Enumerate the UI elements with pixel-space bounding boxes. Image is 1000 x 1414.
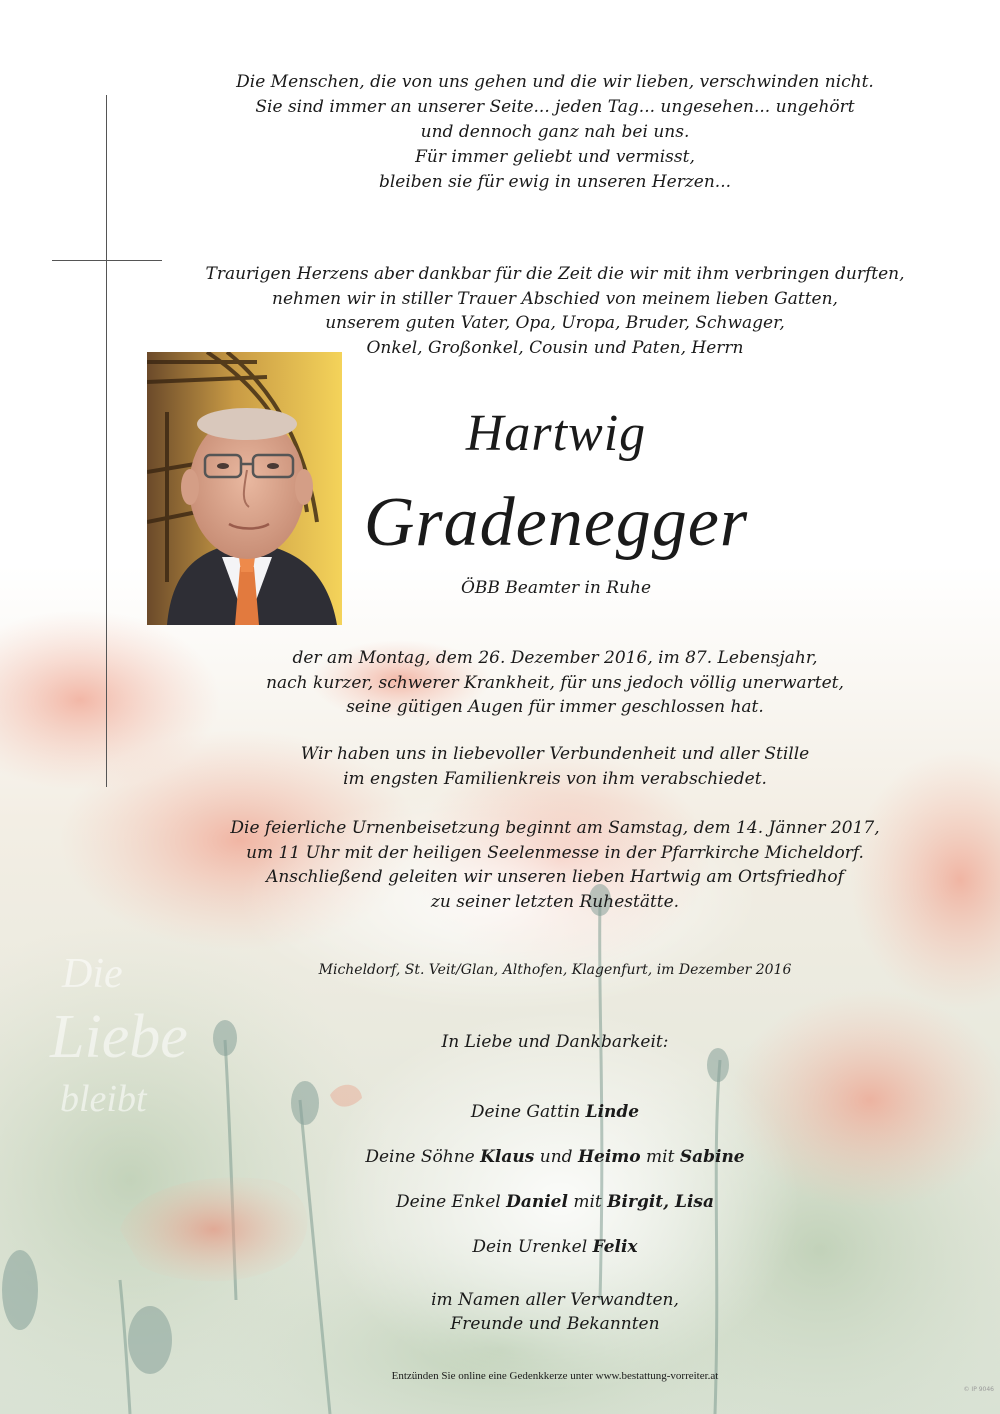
poem-line: Sie sind immer an unserer Seite... jeden Tag... ungesehen... ungehört xyxy=(255,97,855,117)
watermark-text xyxy=(50,950,200,1121)
portrait-photo xyxy=(147,352,342,625)
cross-horizontal xyxy=(52,260,162,261)
family-wife xyxy=(260,1090,850,1135)
death-notice xyxy=(220,646,890,720)
death-notice-line: der am Montag, dem 26. Dezember 2016, im 87. Lebensjahr, xyxy=(292,648,818,668)
farewell-line: Wir haben uns in liebevoller Verbundenheit und aller Stille xyxy=(300,744,810,764)
announcement-intro xyxy=(180,262,930,360)
intro-line: Traurigen Herzens aber dankbar für die Zeit die wir mit ihm verbringen durften, xyxy=(205,264,905,284)
family-name: Felix xyxy=(592,1237,638,1257)
funeral-line: Anschließend geleiten wir unseren lieben Hartwig am Ortsfriedhof xyxy=(266,867,844,887)
family-name: Daniel xyxy=(506,1192,568,1212)
closing-note xyxy=(330,1288,780,1336)
poem-line: Die Menschen, die von uns gehen und die wir lieben, verschwinden nicht. xyxy=(236,72,874,92)
funeral-line: Die feierliche Urnenbeisetzung beginnt am Samstag, dem 14. Jänner 2017, xyxy=(230,818,880,838)
death-notice-line: seine gütigen Augen für immer geschlossen hat. xyxy=(346,697,764,717)
family-connector: mit xyxy=(640,1147,680,1167)
family-prefix: Deine Gattin xyxy=(470,1102,586,1122)
poem-line: Für immer geliebt und vermisst, xyxy=(415,147,695,167)
family-connector: mit xyxy=(567,1192,608,1212)
closing-line: im Namen aller Verwandten, xyxy=(431,1290,679,1310)
family-connector: und xyxy=(534,1147,578,1167)
family-great-grandchild xyxy=(260,1225,850,1270)
deceased-occupation: ÖBB Beamter in Ruhe xyxy=(460,578,652,598)
family-name: Heimo xyxy=(577,1147,641,1167)
family-sons xyxy=(260,1135,850,1180)
cross-vertical xyxy=(106,95,107,787)
family-name: Klaus xyxy=(480,1147,535,1167)
closing-line: Freunde und Bekannten xyxy=(450,1314,660,1334)
family-name: Birgit, Lisa xyxy=(607,1192,714,1212)
online-candle-note: Entzünden Sie online eine Gedenkkerze unter www.bestattung-vorreiter.at xyxy=(391,1370,719,1382)
funeral-notice xyxy=(200,816,910,914)
print-code: © IP 9046 xyxy=(963,1386,994,1393)
family-prefix: Dein Urenkel xyxy=(472,1237,593,1257)
funeral-line: um 11 Uhr mit der heiligen Seelenmesse in der Pfarrkirche Micheldorf. xyxy=(246,842,864,863)
gratitude-heading: In Liebe und Dankbarkeit: xyxy=(441,1032,669,1052)
family-list xyxy=(260,1090,850,1270)
poem-line: bleiben sie für ewig in unseren Herzen... xyxy=(378,172,732,192)
family-prefix: Deine Söhne xyxy=(365,1147,481,1167)
death-notice-line: nach kurzer, schwerer Krankheit, für uns jedoch völlig unerwartet, xyxy=(266,672,844,693)
farewell-line: im engsten Familienkreis von ihm verabschiedet. xyxy=(343,768,767,789)
family-name: Linde xyxy=(585,1102,640,1122)
family-grandchildren xyxy=(260,1180,850,1225)
watermark-line: bleibt xyxy=(60,1078,147,1120)
intro-line: Onkel, Großonkel, Cousin und Paten, Herrn xyxy=(366,337,744,358)
place-and-date: Micheldorf, St. Veit/Glan, Althofen, Klagenfurt, im Dezember 2016 xyxy=(318,962,792,978)
memorial-poem xyxy=(200,70,910,195)
intro-line: unserem guten Vater, Opa, Uropa, Bruder, Schwager, xyxy=(325,313,785,333)
family-name: Sabine xyxy=(679,1147,745,1167)
family-prefix: Deine Enkel xyxy=(396,1192,507,1212)
farewell-notice xyxy=(220,742,890,791)
funeral-line: zu seiner letzten Ruhestätte. xyxy=(430,891,680,912)
poem-line: und dennoch ganz nah bei uns. xyxy=(420,122,690,142)
watermark-line: Die xyxy=(62,951,123,997)
watermark-line: Liebe xyxy=(50,1003,188,1071)
deceased-last-name: Gradenegger xyxy=(363,484,749,561)
intro-line: nehmen wir in stiller Trauer Abschied von meinem lieben Gatten, xyxy=(272,288,838,309)
deceased-first-name: Hartwig xyxy=(465,405,647,462)
